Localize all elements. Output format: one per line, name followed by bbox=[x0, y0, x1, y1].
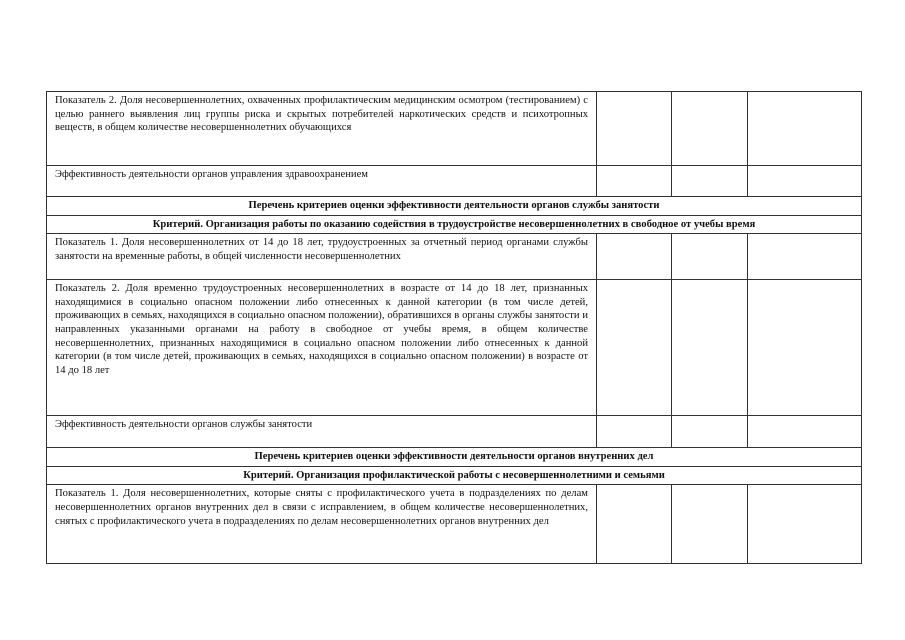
value-cell bbox=[597, 416, 672, 448]
value-cell bbox=[672, 92, 748, 166]
value-cell bbox=[748, 485, 862, 564]
value-cell bbox=[597, 485, 672, 564]
indicator-text: Показатель 1. Доля несовершеннолетних от 14 до 18 лет, трудоустроенных за отчетный период органами службы занятости на временные работы, в общей численности несовершеннолетних bbox=[47, 234, 597, 280]
value-cell bbox=[748, 234, 862, 280]
section-heading-row bbox=[47, 197, 862, 216]
value-cell bbox=[597, 234, 672, 280]
criteria-table bbox=[46, 91, 862, 564]
section-heading-row bbox=[47, 215, 862, 234]
indicator-text: Показатель 2. Доля временно трудоустроенных несовершеннолетних в возрасте от 14 до 18 лет, признанных находящимися в социально опасном положении либо отнесенных к данной категории (в том числе детей, проживающих в семьях, находящихся в социально опасном положении), обратившихся в органы службы занятости и направленных указанными органами на работу в свободное от учебы время, в общем количестве несовершеннолетних, признанных находящимися в социально опасном положении либо отнесенных к данной категории (в том числе детей, проживающих в семьях, находящихся в социально опасном положении) в возрасте от 14 до 18 лет bbox=[47, 280, 597, 416]
value-cell bbox=[672, 485, 748, 564]
value-cell bbox=[748, 416, 862, 448]
indicator-text: Показатель 1. Доля несовершеннолетних, которые сняты с профилактического учета в подразделениях по делам несовершеннолетних органов внутренних дел в связи с исправлением, в общем количестве несовершеннолетних, снятых с профилактического учета в подразделениях по делам несовершеннолетних органов внутренних дел bbox=[47, 485, 597, 564]
section-heading-row bbox=[47, 466, 862, 485]
section-heading: Перечень критериев оценки эффективности деятельности органов внутренних дел bbox=[47, 448, 862, 467]
section-heading-row bbox=[47, 448, 862, 467]
value-cell bbox=[748, 280, 862, 416]
criteria-table-body bbox=[47, 92, 862, 564]
value-cell bbox=[597, 166, 672, 197]
indicator-text: Эффективность деятельности органов службы занятости bbox=[47, 416, 597, 448]
indicator-row bbox=[47, 166, 862, 197]
section-heading: Критерий. Организация работы по оказанию содействия в трудоустройстве несовершеннолетних в свободное от учебы время bbox=[47, 215, 862, 234]
value-cell bbox=[748, 166, 862, 197]
indicator-row bbox=[47, 280, 862, 416]
indicator-row bbox=[47, 92, 862, 166]
indicator-text: Эффективность деятельности органов управления здравоохранением bbox=[47, 166, 597, 197]
indicator-row bbox=[47, 485, 862, 564]
value-cell bbox=[672, 280, 748, 416]
section-heading: Критерий. Организация профилактической работы с несовершеннолетними и семьями bbox=[47, 466, 862, 485]
value-cell bbox=[748, 92, 862, 166]
indicator-row bbox=[47, 234, 862, 280]
value-cell bbox=[672, 234, 748, 280]
section-heading: Перечень критериев оценки эффективности деятельности органов службы занятости bbox=[47, 197, 862, 216]
value-cell bbox=[597, 280, 672, 416]
value-cell bbox=[597, 92, 672, 166]
indicator-row bbox=[47, 416, 862, 448]
value-cell bbox=[672, 166, 748, 197]
value-cell bbox=[672, 416, 748, 448]
indicator-text: Показатель 2. Доля несовершеннолетних, охваченных профилактическим медицинским осмотром (тестированием) с целью раннего выявления лиц группы риска и скрытых потребителей наркотических средств и психотропных веществ, в общем количестве несовершеннолетних обучающихся bbox=[47, 92, 597, 166]
